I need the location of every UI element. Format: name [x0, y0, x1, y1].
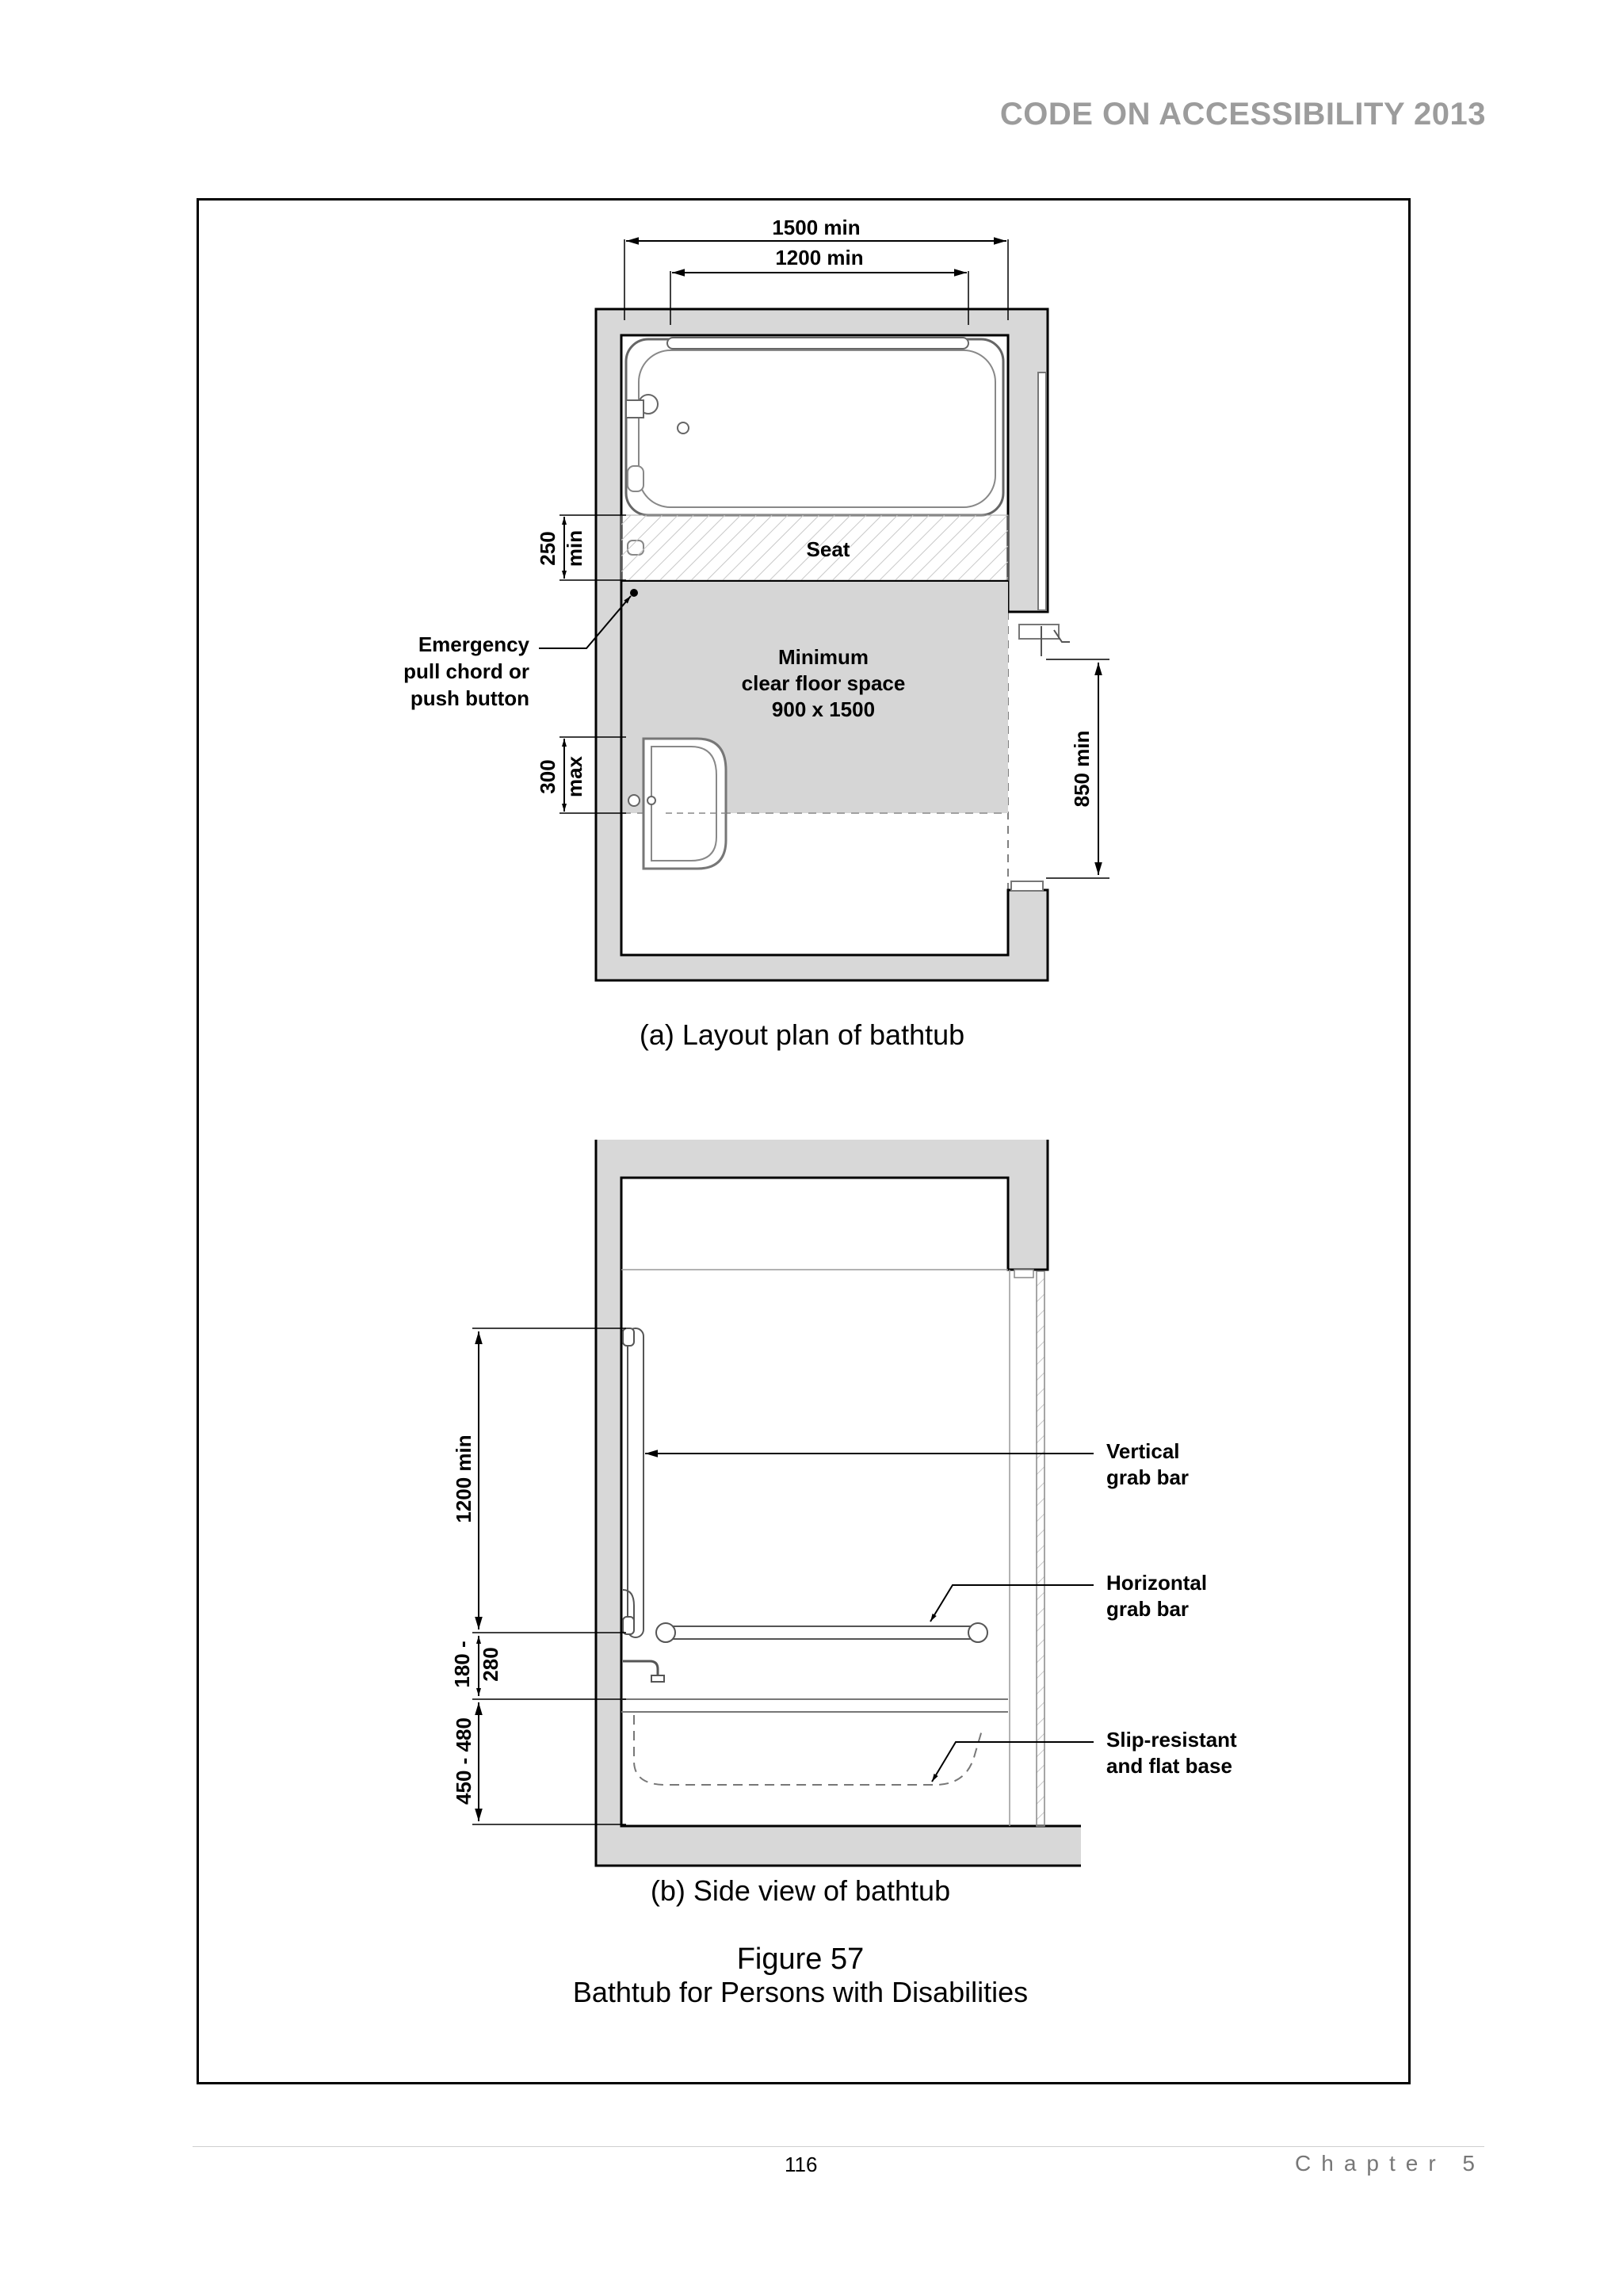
dim-seat-depth-value: 250 — [536, 531, 559, 566]
vertical-bar-label-line2: grab bar — [1106, 1465, 1190, 1489]
plan-caption: (a) Layout plan of bathtub — [639, 1018, 965, 1051]
dim-seat-depth-qual: min — [563, 529, 586, 567]
horizontal-bar-label-line2: grab bar — [1106, 1597, 1190, 1621]
seat-label: Seat — [806, 537, 850, 561]
vertical-grab-bar — [628, 1328, 643, 1637]
base-label-line2: and flat base — [1106, 1754, 1232, 1778]
dim-door-width: 850 min — [1070, 730, 1094, 808]
side-view — [450, 1140, 1237, 1907]
emergency-label-line2: pull chord or — [403, 659, 529, 683]
horizontal-grab-bar — [659, 1626, 984, 1639]
dim-outer-width: 1500 min — [772, 216, 861, 239]
vertical-bar-label-line1: Vertical — [1106, 1439, 1180, 1463]
page-number: 116 — [785, 2153, 818, 2176]
dim-bar-gap-line1: 180 - — [450, 1641, 474, 1688]
dim-inner-width: 1200 min — [775, 246, 864, 269]
horizontal-bar-label-line1: Horizontal — [1106, 1571, 1208, 1595]
dim-basin-qual: max — [563, 755, 586, 798]
base-label-line1: Slip-resistant — [1106, 1728, 1237, 1752]
footer-rule — [193, 2146, 1484, 2147]
side-caption: (b) Side view of bathtub — [650, 1874, 951, 1907]
dim-tub-height: 450 - 480 — [452, 1717, 475, 1805]
clear-space-line2: clear floor space — [741, 671, 906, 695]
figure-title: Bathtub for Persons with Disabilities — [572, 1976, 1029, 2008]
dim-vertical-bar: 1200 min — [452, 1435, 475, 1523]
layout-plan — [403, 216, 1109, 1051]
emergency-label-line1: Emergency — [418, 632, 529, 656]
dim-bar-gap-line2: 280 — [479, 1647, 502, 1682]
clear-space-line3: 900 x 1500 — [771, 697, 876, 721]
chapter-label: Chapter 5 — [1295, 2151, 1485, 2176]
figure-number: Figure 57 — [736, 1943, 865, 1976]
bathtub-side — [634, 1715, 983, 1785]
clear-space-line1: Minimum — [777, 645, 869, 669]
page-header-title: CODE ON ACCESSIBILITY 2013 — [999, 97, 1486, 132]
emergency-label-line3: push button — [410, 686, 529, 710]
emergency-pull-chord-icon — [630, 589, 638, 597]
dim-basin-value: 300 — [536, 759, 559, 794]
